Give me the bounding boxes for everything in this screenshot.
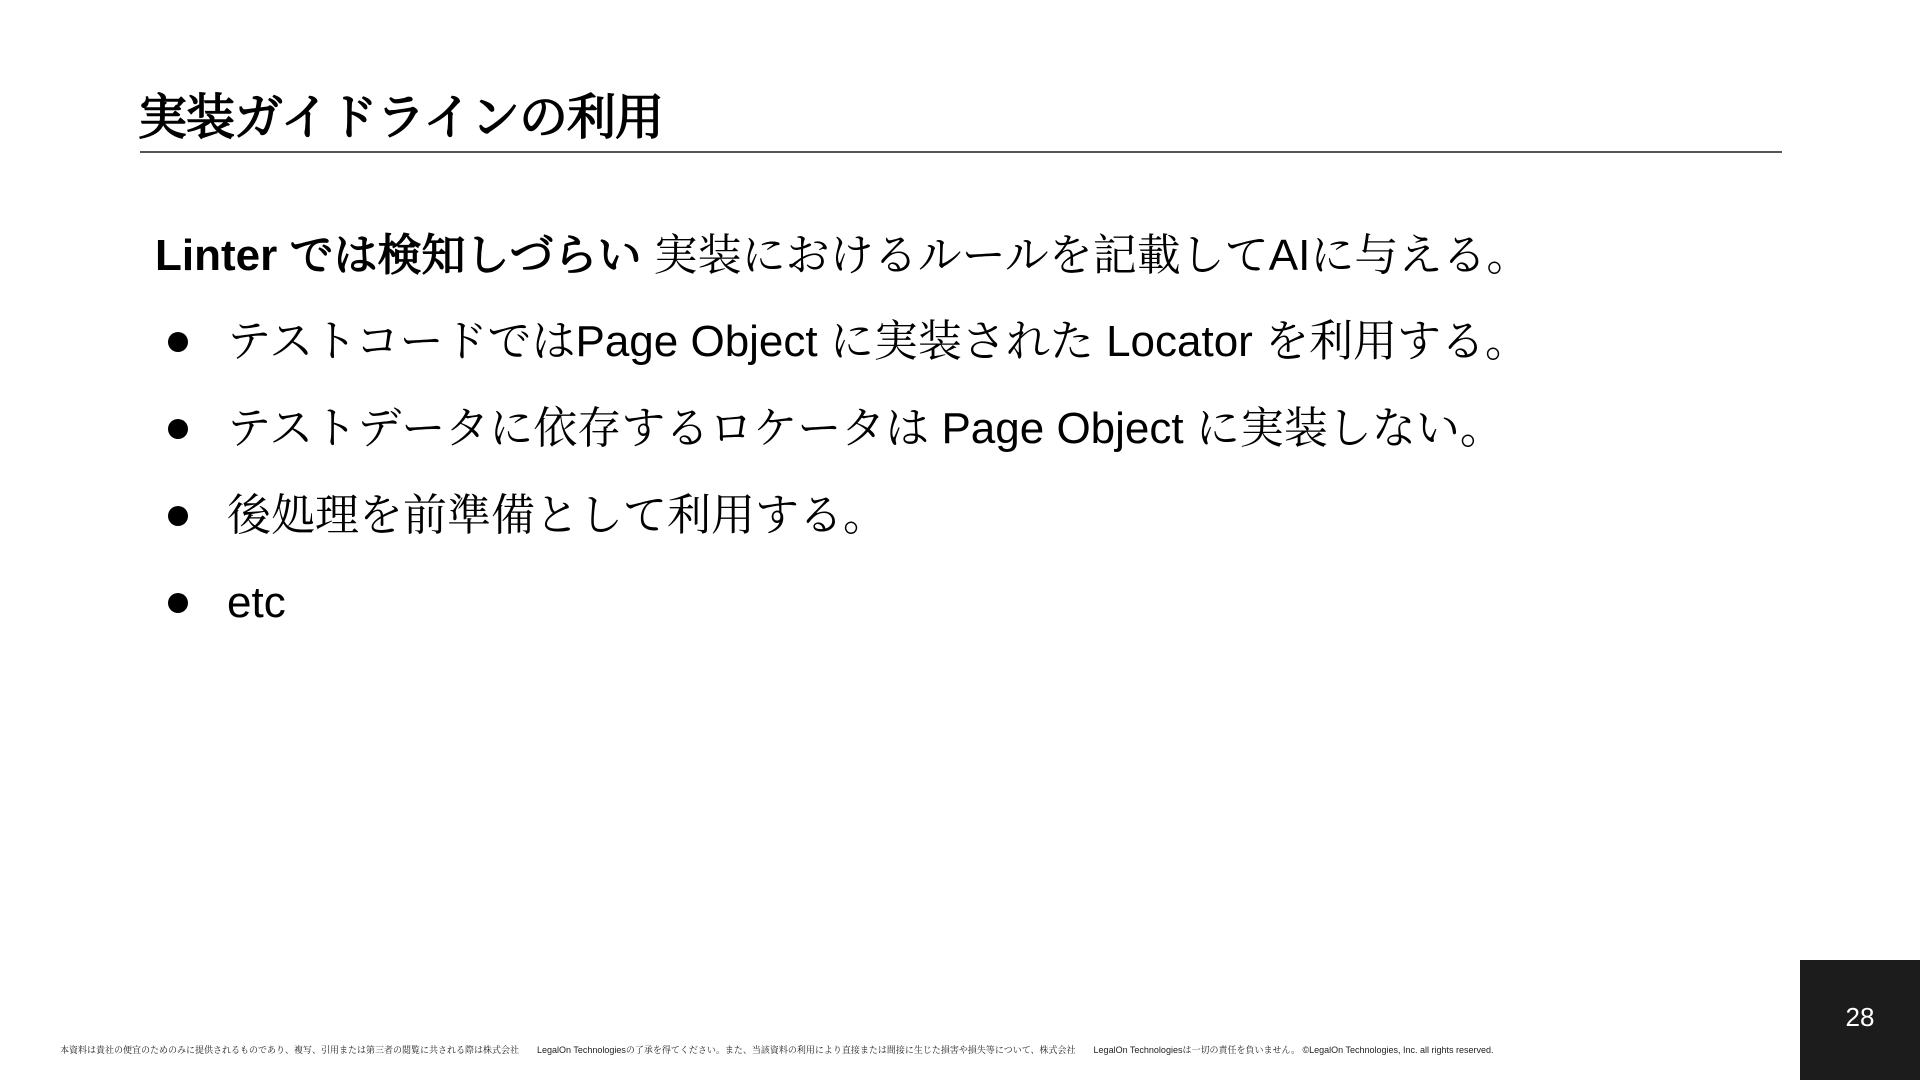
slide-title: 実装ガイドラインの利用 — [138, 91, 664, 145]
lead-regular-text: 実装におけるルールを記載してAIに与える。 — [641, 231, 1531, 280]
bullet-icon — [168, 419, 188, 439]
bullet-text: テストコードではPage Object に実装された Locator を利用する。 — [227, 317, 1530, 366]
bullet-icon — [168, 593, 188, 613]
title-underline — [140, 151, 1782, 153]
lead-sentence — [155, 226, 1530, 286]
page-number: 28 — [1845, 1002, 1875, 1032]
bullet-text: 後処理を前準備として利用する。 — [227, 491, 887, 540]
bullet-icon — [168, 506, 188, 526]
lead-bold-text: Linter では検知しづらい — [155, 231, 642, 280]
footer-disclaimer: 本資料は貴社の便宜のためのみに提供されるものであり、複写、引用または第三者の閲覧に共される際は株式会社 LegalOn Technologiesの了承を得てください。また、当該資料の利用により直接または間接に生じた損害や損失等について、株式会社 LegalOn Technologiesは一切の責任を負いません。 ©LegalOn Technologies, Inc. all rights reserved. — [60, 1045, 1494, 1055]
bullet-text: テストデータに依存するロケータは Page Object に実装しない。 — [227, 404, 1504, 453]
bullet-text: etc — [227, 578, 286, 627]
page-number-box — [1800, 960, 1920, 1080]
bullet-icon — [168, 332, 188, 352]
